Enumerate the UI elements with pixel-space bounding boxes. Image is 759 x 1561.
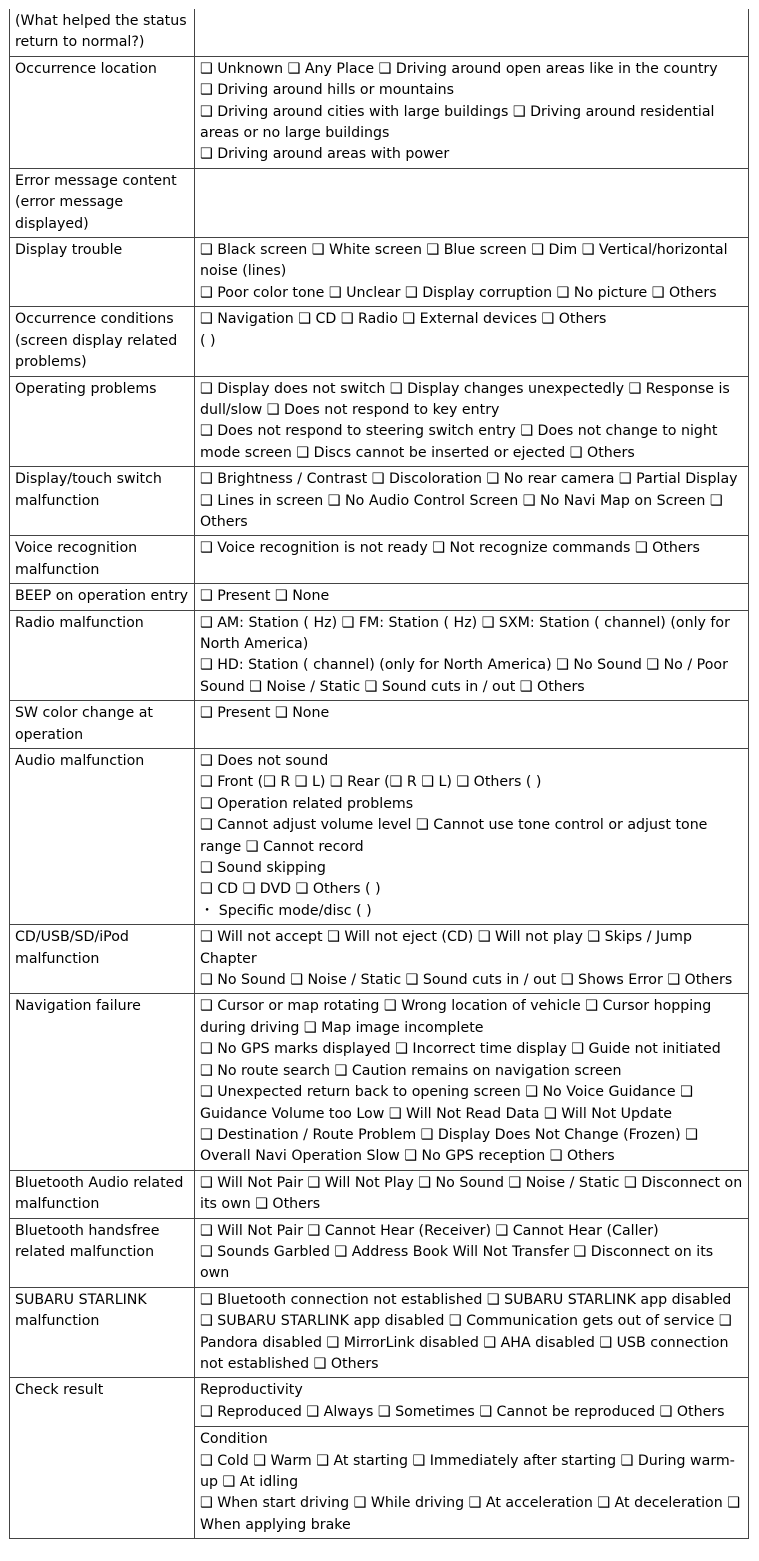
option-line[interactable]: ❑ Sounds Garbled ❑ Address Book Will Not Transfer ❑ Disconnect on its own bbox=[200, 1243, 714, 1282]
option-line[interactable]: ❑ Unexpected return back to opening screen ❑ No Voice Guidance ❑ Guidance Volume too Low ❑ Will Not Read Data ❑ Will Not Update bbox=[200, 1084, 693, 1122]
row-display-trouble bbox=[10, 238, 749, 307]
row-label: Operating problems bbox=[10, 376, 195, 467]
option-line[interactable] bbox=[200, 11, 744, 32]
row-label: Bluetooth handsfree related malfunction bbox=[10, 1218, 195, 1287]
option-line[interactable]: ❑ Poor color tone ❑ Unclear ❑ Display corruption ❑ No picture ❑ Others bbox=[200, 284, 717, 301]
row-beep-on-operation-entry bbox=[10, 584, 749, 610]
option-line[interactable]: ❑ No Sound ❑ Noise / Static ❑ Sound cuts in / out ❑ Shows Error ❑ Others bbox=[200, 972, 733, 989]
row-label: Navigation failure bbox=[10, 994, 195, 1170]
row-label: Radio malfunction bbox=[10, 610, 195, 701]
row-options bbox=[195, 701, 749, 749]
row-label: Audio malfunction bbox=[10, 749, 195, 925]
row-options bbox=[195, 994, 749, 1170]
option-line[interactable]: ❑ Cannot adjust volume level ❑ Cannot use tone control or adjust tone range ❑ Cannot record bbox=[200, 817, 708, 855]
option-line[interactable]: ❑ Present ❑ None bbox=[200, 705, 330, 722]
row-label: Voice recognition malfunction bbox=[10, 536, 195, 584]
option-line[interactable]: ❑ SUBARU STARLINK app disabled ❑ Communication gets out of service ❑ Pandora disabled ❑ MirrorLink disabled ❑ AHA disabled ❑ USB connection not established ❑ Others bbox=[200, 1313, 732, 1372]
row-occurrence-location bbox=[10, 56, 749, 168]
option-line[interactable]: ❑ Voice recognition is not ready ❑ Not recognize commands ❑ Others bbox=[200, 540, 700, 557]
row-voice-recognition-malfunction bbox=[10, 536, 749, 584]
option-line[interactable]: ❑ Reproduced ❑ Always ❑ Sometimes ❑ Cannot be reproduced ❑ Others bbox=[200, 1403, 725, 1420]
row-options bbox=[195, 168, 749, 237]
row-label: Display/touch switch malfunction bbox=[10, 467, 195, 536]
row-options bbox=[195, 584, 749, 610]
option-line[interactable]: ❑ No route search ❑ Caution remains on navigation screen bbox=[200, 1062, 622, 1079]
row-options bbox=[195, 307, 749, 376]
row-label: Display trouble bbox=[10, 238, 195, 307]
option-line[interactable]: ❑ Cold ❑ Warm ❑ At starting ❑ Immediately after starting ❑ During warm-up ❑ At idling bbox=[200, 1452, 735, 1490]
row-label: BEEP on operation entry bbox=[10, 584, 195, 610]
reproductivity-title: Reproductivity bbox=[200, 1382, 303, 1399]
row-label: SUBARU STARLINK malfunction bbox=[10, 1287, 195, 1378]
row-options bbox=[195, 925, 749, 994]
row-what-helped-the-status-return-to-normal bbox=[10, 9, 749, 56]
option-line[interactable]: ❑ Destination / Route Problem ❑ Display Does Not Change (Frozen) ❑ Overall Navi Operation Slow ❑ No GPS reception ❑ Others bbox=[200, 1126, 698, 1165]
row-sw-color-change-at-operation bbox=[10, 701, 749, 749]
row-options bbox=[195, 376, 749, 467]
option-line[interactable]: ❑ Will Not Pair ❑ Will Not Play ❑ No Sound ❑ Noise / Static ❑ Disconnect on its own ❑ Others bbox=[200, 1174, 743, 1213]
row-subaru-starlink-malfunction bbox=[10, 1287, 749, 1378]
row-label: SW color change at operation bbox=[10, 701, 195, 749]
check-sheet-body bbox=[10, 9, 749, 1539]
reproductivity-section bbox=[200, 1380, 744, 1423]
row-navigation-failure bbox=[10, 994, 749, 1170]
row-label: Check result bbox=[10, 1378, 195, 1539]
option-line[interactable]: ❑ No GPS marks displayed ❑ Incorrect time display ❑ Guide not initiated bbox=[200, 1041, 721, 1058]
row-check-result bbox=[10, 1378, 749, 1539]
row-operating-problems bbox=[10, 376, 749, 467]
row-error-message-content-error-message-disp bbox=[10, 168, 749, 237]
option-line[interactable]: ❑ Will not accept ❑ Will not eject (CD) ❑ Will not play ❑ Skips / Jump Chapter bbox=[200, 929, 692, 967]
row-options bbox=[195, 1170, 749, 1218]
option-line[interactable]: ❑ Brightness / Contrast ❑ Discoloration ❑ No rear camera ❑ Partial Display ❑ Lines in screen ❑ No Audio Control Screen ❑ No Navi Map on Screen ❑ Others bbox=[200, 471, 738, 530]
row-options bbox=[195, 536, 749, 584]
row-display-touch-switch-malfunction bbox=[10, 467, 749, 536]
option-line[interactable]: ・ Specific mode/disc ( ) bbox=[200, 902, 372, 919]
option-line[interactable]: ❑ Does not sound bbox=[200, 753, 329, 769]
option-line[interactable]: ❑ Black screen ❑ White screen ❑ Blue screen ❑ Dim ❑ Vertical/horizontal noise (lines) bbox=[200, 242, 728, 280]
option-line[interactable]: ❑ Does not respond to steering switch entry ❑ Does not change to night mode screen ❑ Discs cannot be inserted or ejected ❑ Others bbox=[200, 423, 718, 461]
row-options bbox=[195, 610, 749, 701]
option-line[interactable]: ❑ Driving around cities with large buildings ❑ Driving around residential areas or no large buildings bbox=[200, 103, 715, 142]
row-cd-usb-sd-ipod-malfunction bbox=[10, 925, 749, 994]
option-line[interactable]: ❑ When start driving ❑ While driving ❑ At acceleration ❑ At deceleration ❑ When applying brake bbox=[200, 1495, 740, 1533]
option-line[interactable]: ❑ Sound skipping bbox=[200, 860, 326, 877]
condition-title: Condition bbox=[200, 1431, 268, 1448]
row-options bbox=[195, 238, 749, 307]
option-line[interactable]: ❑ AM: Station ( Hz) ❑ FM: Station ( Hz) ❑ SXM: Station ( channel) (only for North America) bbox=[200, 614, 730, 652]
row-occurrence-conditions-screen-display-rel bbox=[10, 307, 749, 376]
option-line[interactable]: ❑ Will Not Pair ❑ Cannot Hear (Receiver) ❑ Cannot Hear (Caller) bbox=[200, 1222, 659, 1239]
option-line[interactable]: ❑ CD ❑ DVD ❑ Others ( ) bbox=[200, 881, 381, 898]
option-line[interactable]: ❑ Driving around areas with power bbox=[200, 146, 450, 163]
option-line[interactable]: ❑ Unknown ❑ Any Place ❑ Driving around open areas like in the country bbox=[200, 60, 718, 77]
row-options bbox=[195, 749, 749, 925]
row-label: Occurrence conditions (screen display related problems) bbox=[10, 307, 195, 376]
option-line[interactable]: ❑ Navigation ❑ CD ❑ Radio ❑ External devices ❑ Others bbox=[200, 311, 607, 328]
row-options bbox=[195, 1378, 749, 1539]
row-options bbox=[195, 1218, 749, 1287]
condition-section bbox=[195, 1426, 748, 1536]
row-bluetooth-audio-related-malfunction bbox=[10, 1170, 749, 1218]
option-line[interactable] bbox=[200, 171, 744, 192]
row-label: (What helped the status return to normal?) bbox=[10, 9, 195, 56]
row-label: Bluetooth Audio related malfunction bbox=[10, 1170, 195, 1218]
row-options bbox=[195, 9, 749, 56]
option-line[interactable]: ❑ HD: Station ( channel) (only for North America) ❑ No Sound ❑ No / Poor Sound ❑ Noise / Static ❑ Sound cuts in / out ❑ Others bbox=[200, 657, 728, 695]
option-line[interactable]: ❑ Display does not switch ❑ Display changes unexpectedly ❑ Response is dull/slow ❑ Does not respond to key entry bbox=[200, 380, 730, 418]
option-line[interactable]: ❑ Cursor or map rotating ❑ Wrong location of vehicle ❑ Cursor hopping during driving ❑ Map image incomplete bbox=[200, 998, 712, 1036]
row-label: CD/USB/SD/iPod malfunction bbox=[10, 925, 195, 994]
row-options bbox=[195, 56, 749, 168]
row-options bbox=[195, 1287, 749, 1378]
row-options bbox=[195, 467, 749, 536]
option-line[interactable]: ❑ Driving around hills or mountains bbox=[200, 82, 454, 99]
row-label: Error message content (error message displayed) bbox=[10, 168, 195, 237]
option-line[interactable]: ❑ Operation related problems bbox=[200, 795, 414, 812]
row-radio-malfunction bbox=[10, 610, 749, 701]
option-line[interactable]: ❑ Present ❑ None bbox=[200, 588, 330, 605]
row-bluetooth-handsfree-related-malfunction bbox=[10, 1218, 749, 1287]
option-line[interactable]: ❑ Bluetooth connection not established ❑ SUBARU STARLINK app disabled bbox=[200, 1291, 732, 1308]
option-line[interactable]: ❑ Front (❑ R ❑ L) ❑ Rear (❑ R ❑ L) ❑ Others ( ) bbox=[200, 774, 542, 791]
option-line[interactable]: ( ) bbox=[200, 332, 216, 349]
row-label: Occurrence location bbox=[10, 56, 195, 168]
row-audio-malfunction bbox=[10, 749, 749, 925]
diagnosis-check-sheet bbox=[9, 9, 749, 1539]
